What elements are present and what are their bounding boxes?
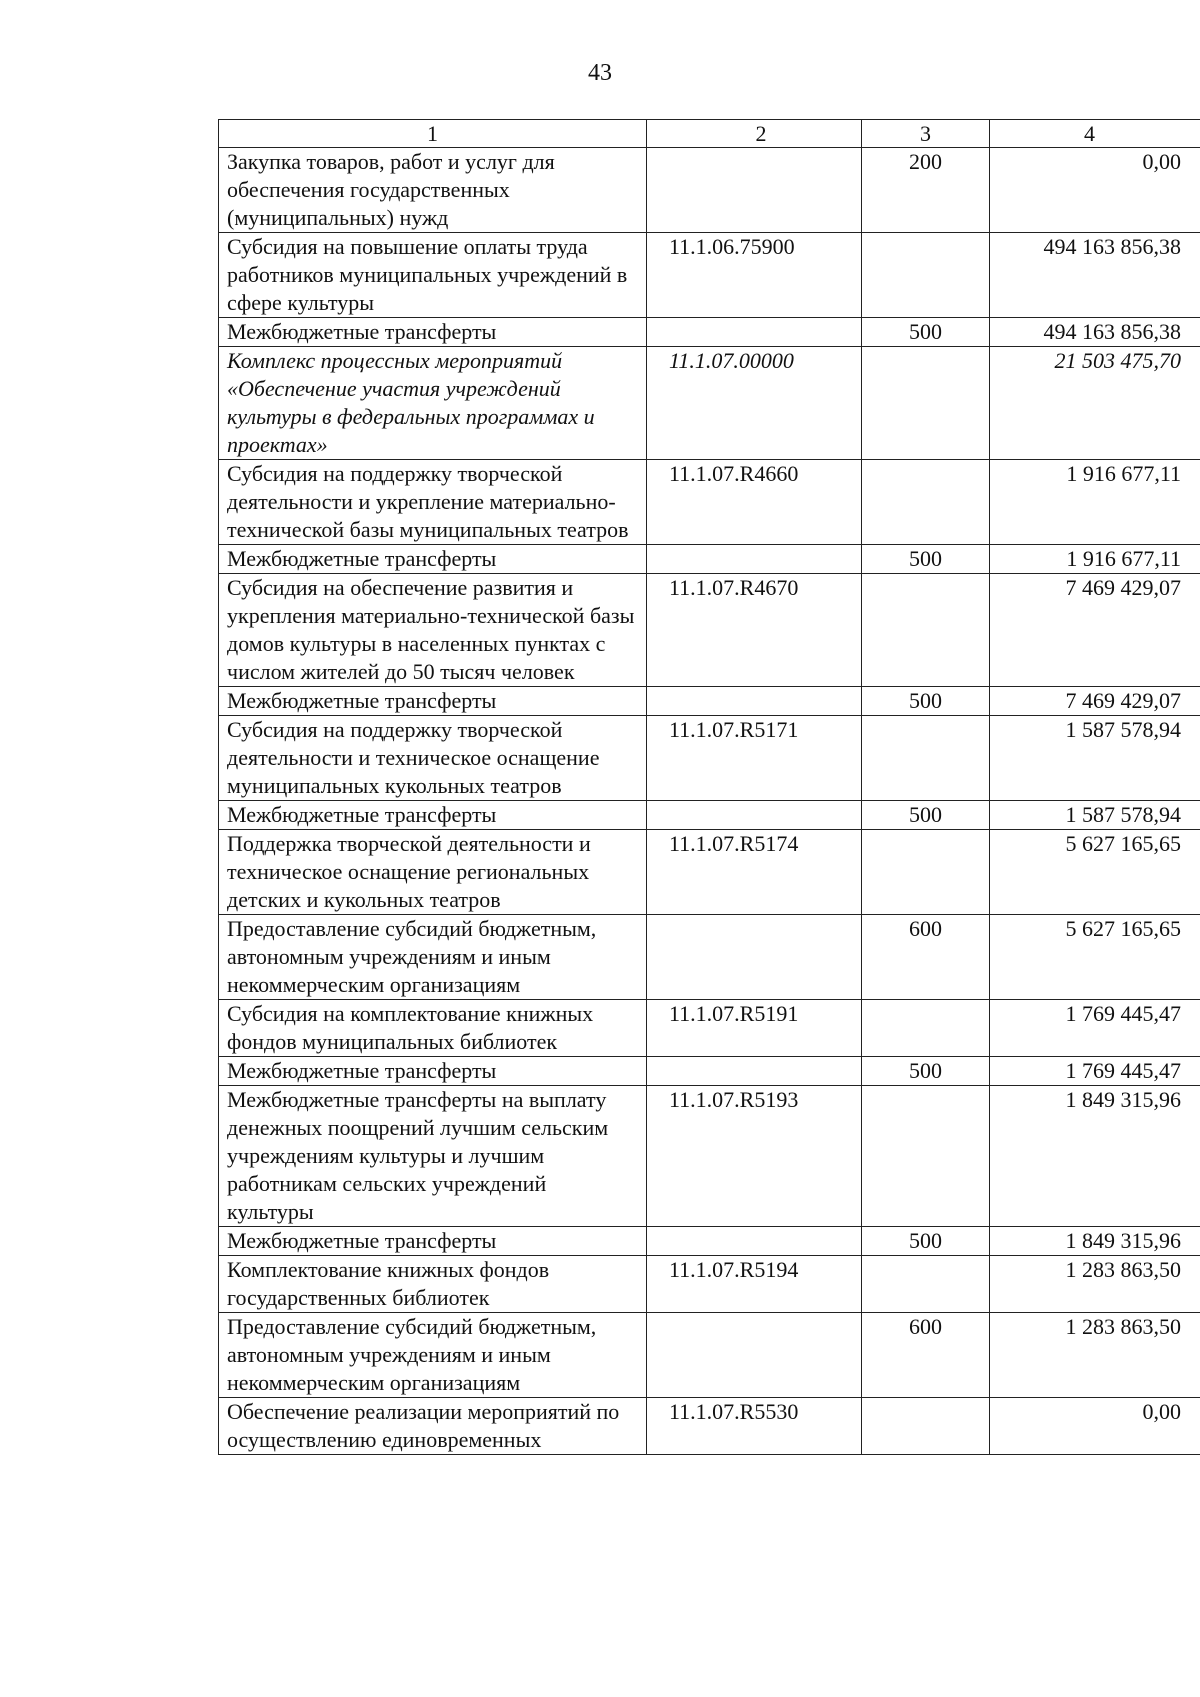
table-row	[219, 801, 1200, 830]
row-code-cell: 11.1.07.R5174	[647, 830, 862, 915]
row-type-cell: 500	[862, 1057, 990, 1086]
row-type-cell	[862, 1086, 990, 1227]
row-code-cell: 11.1.07.R5530	[647, 1398, 862, 1455]
table-row	[219, 148, 1200, 233]
row-amount-cell: 7 469 429,07	[990, 574, 1200, 687]
row-type-cell	[862, 1000, 990, 1057]
row-type-cell: 500	[862, 318, 990, 347]
row-code-cell	[647, 1057, 862, 1086]
table-row	[219, 915, 1200, 1000]
row-code-cell: 11.1.07.R5191	[647, 1000, 862, 1057]
row-amount-cell: 1 283 863,50	[990, 1256, 1200, 1313]
row-name-cell: Межбюджетные трансферты	[219, 687, 647, 716]
table-row	[219, 1000, 1200, 1057]
table-row	[219, 830, 1200, 915]
row-code-cell	[647, 801, 862, 830]
row-code-cell: 11.1.07.R4660	[647, 460, 862, 545]
row-amount-cell: 21 503 475,70	[990, 347, 1200, 460]
column-header-2: 2	[647, 120, 862, 148]
row-type-cell: 200	[862, 148, 990, 233]
row-type-cell: 500	[862, 687, 990, 716]
row-type-cell: 600	[862, 915, 990, 1000]
row-name-cell: Субсидия на повышение оплаты труда работников муниципальных учреждений в сфере культуры	[219, 233, 647, 318]
row-amount-cell: 1 849 315,96	[990, 1227, 1200, 1256]
table-header-row	[219, 120, 1200, 148]
row-name-cell: Обеспечение реализации мероприятий по осуществлению единовременных	[219, 1398, 647, 1455]
row-amount-cell: 494 163 856,38	[990, 233, 1200, 318]
column-header-1: 1	[219, 120, 647, 148]
budget-table	[218, 119, 1200, 1455]
row-type-cell	[862, 1256, 990, 1313]
row-type-cell	[862, 1398, 990, 1455]
row-amount-cell: 494 163 856,38	[990, 318, 1200, 347]
row-code-cell	[647, 915, 862, 1000]
row-amount-cell: 1 916 677,11	[990, 545, 1200, 574]
row-name-cell: Предоставление субсидий бюджетным, автономным учреждениям и иным некоммерческим организациям	[219, 915, 647, 1000]
table-row	[219, 687, 1200, 716]
row-type-cell	[862, 830, 990, 915]
row-amount-cell: 1 916 677,11	[990, 460, 1200, 545]
row-name-cell: Субсидия на поддержку творческой деятельности и укрепление материально-технической базы муниципальных театров	[219, 460, 647, 545]
row-name-cell: Комплекс процессных мероприятий «Обеспечение участия учреждений культуры в федеральных программах и проектах»	[219, 347, 647, 460]
row-name-cell: Поддержка творческой деятельности и техническое оснащение региональных детских и кукольных театров	[219, 830, 647, 915]
table-row	[219, 1057, 1200, 1086]
row-type-cell: 600	[862, 1313, 990, 1398]
row-name-cell: Предоставление субсидий бюджетным, автономным учреждениям и иным некоммерческим организациям	[219, 1313, 647, 1398]
row-code-cell	[647, 1313, 862, 1398]
table-row	[219, 1256, 1200, 1313]
row-name-cell: Межбюджетные трансферты	[219, 801, 647, 830]
table-row	[219, 1227, 1200, 1256]
row-type-cell	[862, 347, 990, 460]
row-amount-cell: 5 627 165,65	[990, 915, 1200, 1000]
row-name-cell: Межбюджетные трансферты	[219, 1227, 647, 1256]
row-type-cell: 500	[862, 801, 990, 830]
row-amount-cell: 1 769 445,47	[990, 1057, 1200, 1086]
row-name-cell: Закупка товаров, работ и услуг для обеспечения государственных (муниципальных) нужд	[219, 148, 647, 233]
column-header-3: 3	[862, 120, 990, 148]
table-row	[219, 347, 1200, 460]
table-row	[219, 545, 1200, 574]
table-row	[219, 233, 1200, 318]
row-amount-cell: 1 769 445,47	[990, 1000, 1200, 1057]
row-amount-cell: 0,00	[990, 148, 1200, 233]
row-amount-cell: 1 849 315,96	[990, 1086, 1200, 1227]
row-name-cell: Межбюджетные трансферты на выплату денежных поощрений лучшим сельским учреждениям культуры и лучшим работникам сельских учреждений культуры	[219, 1086, 647, 1227]
table-row	[219, 1086, 1200, 1227]
row-type-cell	[862, 716, 990, 801]
row-type-cell: 500	[862, 545, 990, 574]
table-row	[219, 574, 1200, 687]
row-amount-cell: 1 587 578,94	[990, 716, 1200, 801]
table-row	[219, 318, 1200, 347]
page-number: 43	[588, 60, 612, 86]
row-type-cell	[862, 574, 990, 687]
row-code-cell	[647, 318, 862, 347]
row-name-cell: Межбюджетные трансферты	[219, 545, 647, 574]
row-name-cell: Субсидия на обеспечение развития и укрепления материально-технической базы домов культуры в населенных пунктах с числом жителей до 50 тысяч человек	[219, 574, 647, 687]
row-amount-cell: 1 283 863,50	[990, 1313, 1200, 1398]
row-code-cell: 11.1.07.R5171	[647, 716, 862, 801]
row-type-cell: 500	[862, 1227, 990, 1256]
row-name-cell: Комплектование книжных фондов государственных библиотек	[219, 1256, 647, 1313]
row-name-cell: Субсидия на комплектование книжных фондов муниципальных библиотек	[219, 1000, 647, 1057]
row-code-cell	[647, 148, 862, 233]
row-code-cell: 11.1.07.R5194	[647, 1256, 862, 1313]
row-code-cell: 11.1.07.00000	[647, 347, 862, 460]
row-code-cell	[647, 687, 862, 716]
row-code-cell: 11.1.07.R5193	[647, 1086, 862, 1227]
row-amount-cell: 1 587 578,94	[990, 801, 1200, 830]
row-code-cell	[647, 1227, 862, 1256]
table-row	[219, 460, 1200, 545]
row-name-cell: Субсидия на поддержку творческой деятельности и техническое оснащение муниципальных кукольных театров	[219, 716, 647, 801]
row-amount-cell: 0,00	[990, 1398, 1200, 1455]
table-row	[219, 716, 1200, 801]
row-code-cell: 11.1.06.75900	[647, 233, 862, 318]
row-name-cell: Межбюджетные трансферты	[219, 1057, 647, 1086]
row-code-cell: 11.1.07.R4670	[647, 574, 862, 687]
row-amount-cell: 7 469 429,07	[990, 687, 1200, 716]
row-amount-cell: 5 627 165,65	[990, 830, 1200, 915]
row-type-cell	[862, 460, 990, 545]
table-row	[219, 1313, 1200, 1398]
table-row	[219, 1398, 1200, 1455]
column-header-4: 4	[990, 120, 1200, 148]
row-type-cell	[862, 233, 990, 318]
row-name-cell: Межбюджетные трансферты	[219, 318, 647, 347]
row-code-cell	[647, 545, 862, 574]
